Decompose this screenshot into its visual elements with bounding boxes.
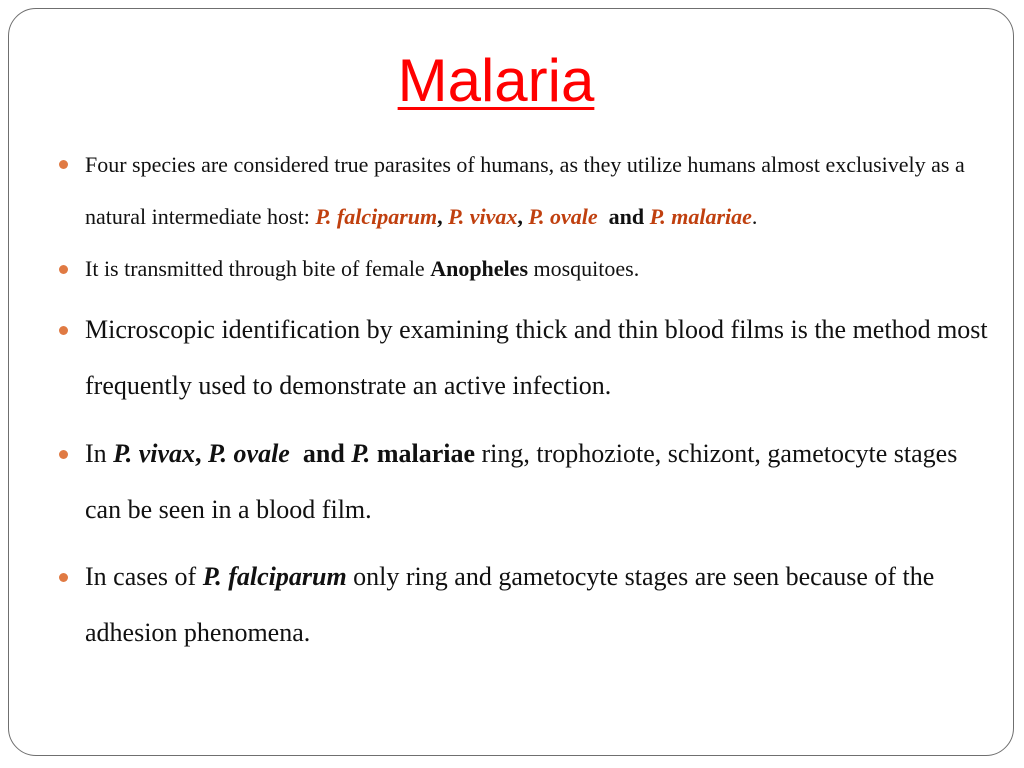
bullet-item-transmission bbox=[53, 252, 993, 286]
conjunction: and bbox=[302, 439, 345, 468]
bullet-dot-icon bbox=[59, 573, 68, 582]
bullet-text: ring, trophoziote, schizont, gametocyte stages can be seen in a blood film. bbox=[85, 439, 958, 524]
bullet-dot-icon bbox=[59, 265, 68, 274]
separator: , bbox=[437, 204, 449, 229]
bullet-item-falciparum bbox=[53, 549, 993, 661]
bullet-text: Four species are considered true parasites of humans, as they utilize humans almost exclusively as a natural intermediate host: bbox=[85, 152, 965, 229]
bullet-item-species bbox=[53, 139, 993, 243]
slide-title: Malaria bbox=[397, 47, 595, 114]
bullet-item-stages bbox=[53, 426, 993, 538]
species-name: P. vivax bbox=[113, 439, 196, 468]
bullet-text: mosquitoes. bbox=[528, 256, 640, 281]
species-name: P. falciparum bbox=[202, 562, 347, 591]
bullet-text: In cases of bbox=[85, 562, 203, 591]
vector-name: Anopheles bbox=[430, 256, 528, 281]
bullet-list bbox=[53, 139, 993, 661]
bullet-dot-icon bbox=[59, 450, 68, 459]
bullet-item-diagnosis bbox=[53, 302, 993, 414]
species-name: P. ovale bbox=[208, 439, 290, 468]
bullet-text: In bbox=[85, 439, 114, 468]
bullet-text: It is transmitted through bite of female bbox=[85, 256, 431, 281]
separator: , bbox=[195, 439, 209, 468]
slide-frame bbox=[8, 8, 1014, 756]
species-name: P. ovale bbox=[528, 204, 598, 229]
separator: , bbox=[517, 204, 529, 229]
species-name: P. falciparum bbox=[315, 204, 438, 229]
species-name: P. vivax bbox=[448, 204, 518, 229]
bullet-dot-icon bbox=[59, 326, 68, 335]
bullet-dot-icon bbox=[59, 160, 68, 169]
species-abbreviation: P. bbox=[351, 439, 371, 468]
bullet-text: . bbox=[751, 204, 758, 229]
species-name: malariae bbox=[376, 439, 475, 468]
bullet-text: only ring and gametocyte stages are seen because of the adhesion phenomena. bbox=[85, 562, 935, 647]
conjunction: and bbox=[608, 204, 645, 229]
species-name: P. malariae bbox=[649, 204, 752, 229]
bullet-text: Microscopic identification by examining thick and thin blood films is the method most frequently used to demonstrate an active infection. bbox=[85, 315, 988, 400]
